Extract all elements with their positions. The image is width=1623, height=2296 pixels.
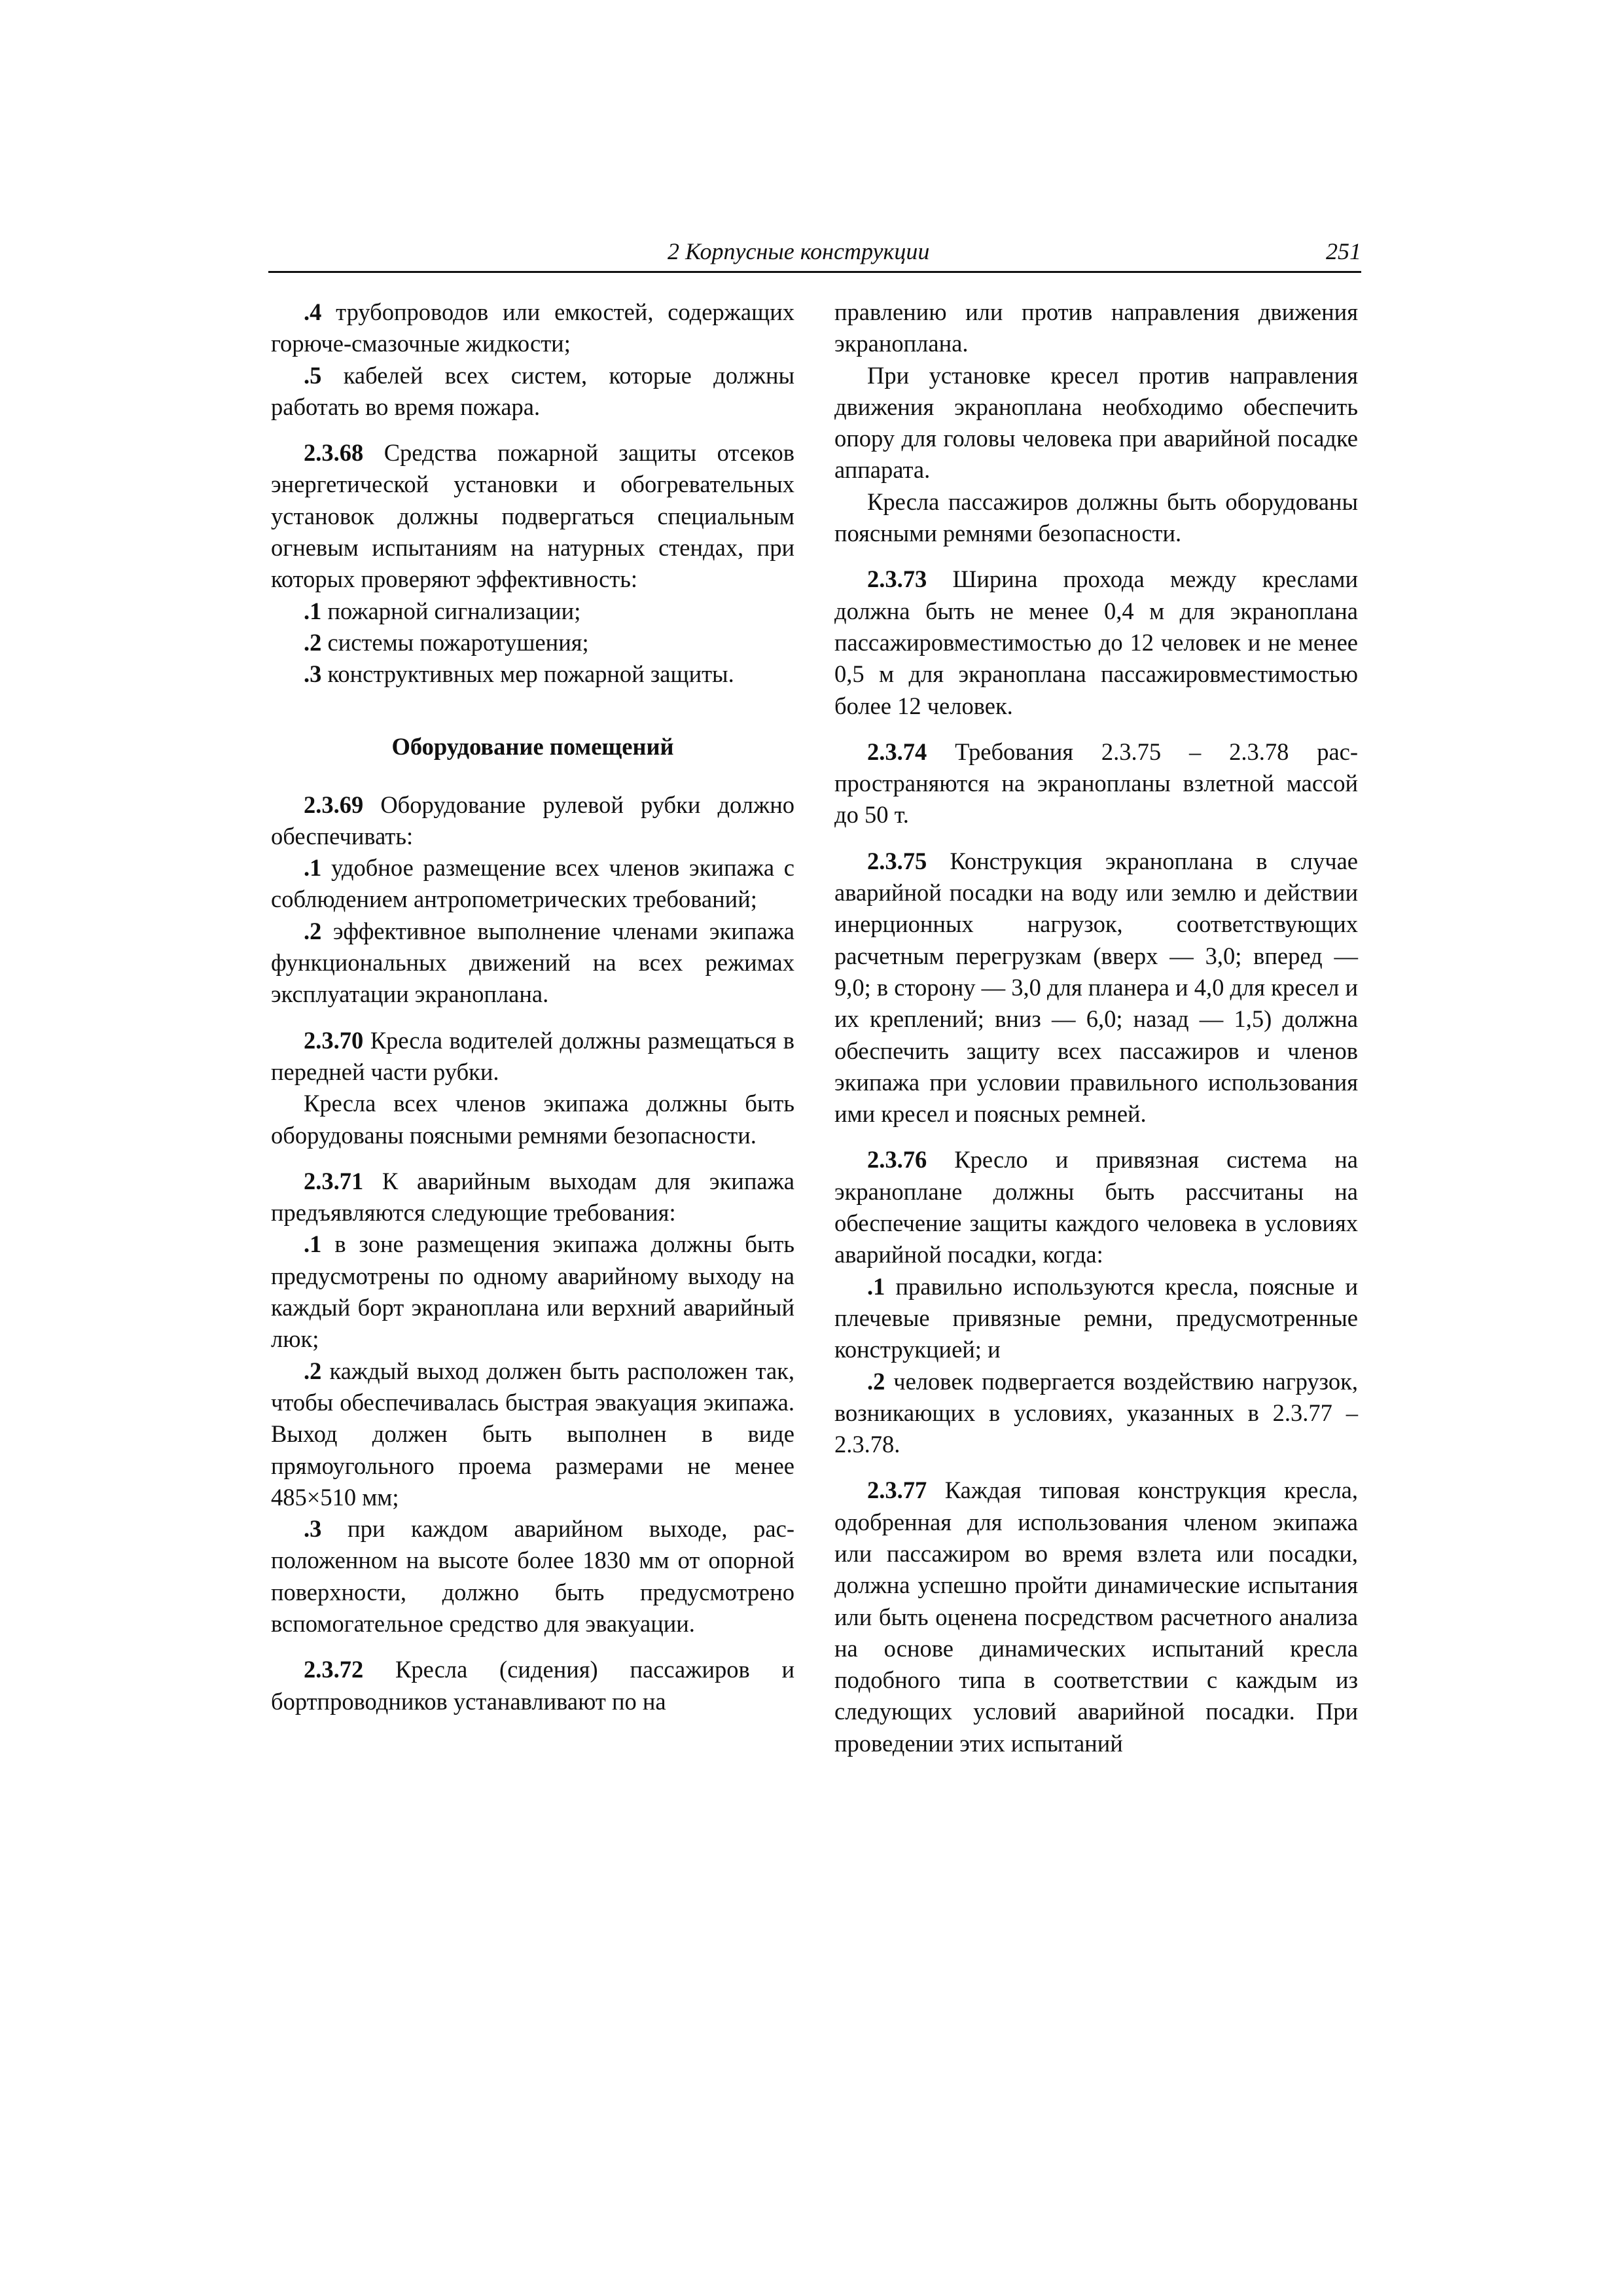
paragraph-text: Кресла всех членов экипажа должны быть оборудованы поясными ремнями безопасности. [271, 1090, 794, 1149]
paragraph-text: кабелей всех систем, которые должны работать во время пожара. [271, 361, 794, 420]
item-number: .2 [304, 628, 322, 656]
paragraph [271, 789, 794, 853]
paragraph-text: каждый выход должен быть расположен так, чтобы обеспечивалась быстрая эвакуация экипажа. Выход должен быть выполнен в виде прямоугольного проема размерами не менее 485×510 мм; [271, 1357, 794, 1511]
item-number: 2.3.76 [867, 1146, 927, 1174]
item-number: 2.3.72 [304, 1656, 364, 1683]
item-number: .3 [304, 1515, 322, 1543]
paragraph [271, 658, 794, 690]
paragraph-text: Ширина прохода между креслами должна быть не менее 0,4 м для экраноплана пассажировместимостью до 12 человек и не менее 0,5 м для экраноплана пассажировместимостью более 12 человек. [834, 565, 1358, 719]
item-number: .1 [304, 1230, 322, 1258]
item-number: 2.3.69 [304, 791, 364, 818]
item-number: .2 [304, 1357, 322, 1384]
paragraph-text: правлению или против направления движения экраноплана. [834, 298, 1358, 357]
paragraph-text: конструктивных мер пожарной защиты. [321, 660, 734, 688]
paragraph-text: Конструкция экраноплана в случае аварийной посадки на воду или землю и действии инерционных нагрузок, соответствующих расчетным перегрузкам (вверх — 3,0; вперед — 9,0; в сторону — 3,0 для планера и 4,0 для кресел и их креплений; вниз — 6,0; назад — 1,5) должна обеспечить защиту всех пассажиров и членов экипажа при условии правильного использования ими кресел и поясных ремней. [834, 847, 1358, 1128]
chapter-title: 2 Корпусные конструкции [668, 238, 930, 264]
paragraph [834, 486, 1358, 550]
item-number: 2.3.73 [867, 565, 927, 593]
paragraph [271, 1229, 794, 1355]
paragraph-text: удобное размещение всех членов экипажа с соблюдением антропометрических требований; [271, 854, 794, 913]
section-heading: Оборудование помещений [391, 732, 674, 760]
item-number: .2 [867, 1367, 885, 1395]
paragraph-text: Требования 2.3.75 – 2.3.78 распространяются на экранопланы взлетной массой до 50 т. [834, 738, 1358, 829]
paragraph [271, 1088, 794, 1151]
paragraph [834, 846, 1358, 1130]
left-column [271, 296, 794, 1717]
paragraph [834, 296, 1358, 360]
paragraph-text: в зоне размещения экипажа должны быть предусмотрены по одному аварийному выходу на каждый борт экраноплана или верхний аварийный люк; [271, 1230, 794, 1353]
paragraph-text: При установке кресел против направления движения экраноплана необходимо обеспечить опору для головы человека при аварийной посадке аппарата. [834, 361, 1358, 484]
paragraph [271, 852, 794, 916]
right-column [834, 296, 1358, 1759]
paragraph [271, 1025, 794, 1088]
paragraph [271, 1654, 794, 1717]
item-number: .4 [304, 298, 322, 325]
paragraph [271, 296, 794, 360]
paragraph [834, 1475, 1358, 1759]
paragraph [834, 360, 1358, 486]
paragraph [271, 596, 794, 627]
running-header [268, 237, 1361, 273]
paragraph-text: пожарной сигнализации; [321, 597, 581, 624]
paragraph-text: Каждая типовая конструкция кресла, одобренная для использования членом экипажа или пассажиром во время взлета или посадки, должна успешно пройти динамические испытания или быть оценена посредством расчетного анализа на основе динамических испытаний кресла подобного типа в соответствии с каждым из следующих условий аварийной посадки. При проведении этих испытаний [834, 1477, 1358, 1757]
paragraph [271, 360, 794, 423]
paragraph [834, 1144, 1358, 1270]
paragraph [271, 916, 794, 1011]
paragraph-text: Кресла водителей должны размещаться в передней части рубки. [271, 1026, 794, 1085]
item-number: .1 [867, 1272, 885, 1300]
item-number: 2.3.68 [304, 439, 364, 467]
paragraph [271, 1513, 794, 1640]
item-number: 2.3.77 [867, 1477, 927, 1504]
paragraph-text: правильно используются кресла, поясные и плечевые привязные ремни, предусмотренные конструкцией; и [834, 1272, 1358, 1363]
page-number: 251 [1326, 238, 1361, 264]
item-number: .2 [304, 917, 322, 944]
paragraph-text: Кресла пассажиров должны быть оборудованы поясными ремнями безопасности. [834, 488, 1358, 547]
item-number: 2.3.74 [867, 738, 927, 765]
paragraph-text: при каждом аварийном выходе, расположенном на высоте более 1830 мм от опорной поверхности, должно быть предусмотрено вспомогательное средство для эвакуации. [271, 1515, 794, 1637]
item-number: 2.3.70 [304, 1026, 364, 1054]
item-number: 2.3.71 [304, 1167, 364, 1194]
paragraph-text: Средства пожарной защиты отсеков энергетической установки и обогревательных установок должны подвергаться специальным огневым испытаниям на натурных стендах, при которых проверяют эффективность: [271, 439, 794, 593]
item-number: 2.3.75 [867, 847, 927, 874]
paragraph [271, 1166, 794, 1229]
paragraph-text: человек подвергается воздействию нагрузок, возникающих в условиях, указанных в 2.3.77 – 2.3.78. [834, 1367, 1358, 1458]
paragraph-text: Кресла (сидения) пассажиров и бортпроводников устанавливают по на [271, 1656, 794, 1715]
paragraph [834, 1366, 1358, 1461]
paragraph-text: эффективное выполнение членами экипажа функциональных движений на всех режимах эксплуатации экраноплана. [271, 917, 794, 1008]
item-number: .1 [304, 854, 322, 882]
paragraph [271, 437, 794, 595]
item-number: .3 [304, 660, 322, 688]
paragraph [834, 736, 1358, 831]
paragraph [834, 564, 1358, 721]
paragraph [271, 1355, 794, 1513]
paragraph [271, 627, 794, 658]
paragraph-text: К аварийным выходам для экипажа предъявляются следующие требования: [271, 1167, 794, 1227]
paragraph-text: системы пожаротушения; [321, 628, 589, 656]
paragraph-text: трубопроводов или емкостей, содержащих горюче-смазочные жидкости; [271, 298, 794, 357]
item-number: .5 [304, 361, 322, 389]
item-number: .1 [304, 597, 322, 624]
paragraph [834, 1271, 1358, 1366]
paragraph-text: Оборудование рулевой рубки должно обеспечивать: [271, 791, 794, 850]
paragraph-text: Кресло и привязная система на экраноплане должны быть рассчитаны на обеспечение защиты каждого человека в условиях аварийной посадки, когда: [834, 1146, 1358, 1268]
